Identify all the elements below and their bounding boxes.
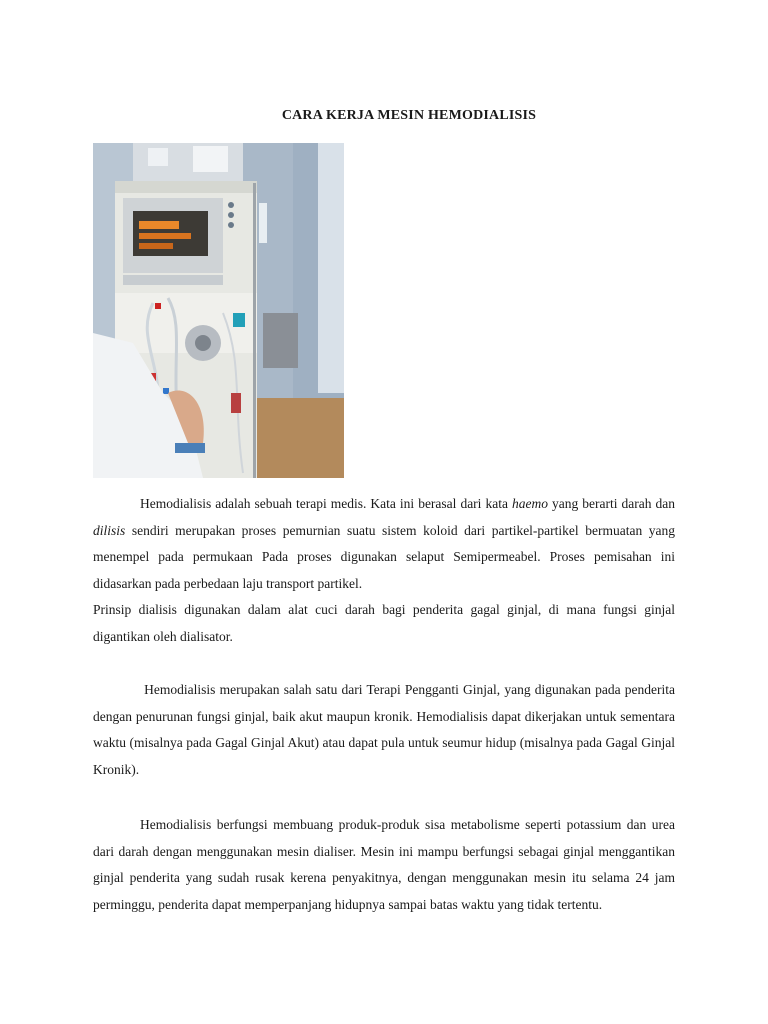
term-haemo: haemo bbox=[511, 496, 548, 511]
paragraph-function: Hemodialisis berfungsi membuang produk-produk sisa metabolisme seperti potassium dan urea dari darah dengan menggunakan mesin dialiser. Mesin ini mampu berfungsi sebagai ginjal menggantikan ginjal penderita yang sudah rusak kerena penyakitnya, dengan menggunakan mesin itu selama 24 jam perminggu, penderita dapat memperpanjang hidupnya sampai batas waktu yang tidak tertentu. bbox=[93, 817, 675, 912]
paragraph-therapy: Hemodialisis merupakan salah satu dari Terapi Pengganti Ginjal, yang digunakan pada penderita dengan penurunan fungsi ginjal, baik akut maupun kronik. Hemodialisis dapat dikerjakan untuk sementara waktu (misalnya pada Gagal Ginjal Akut) atau dapat pula untuk seumur hidup (misalnya pada Gagal Ginjal Kronik). bbox=[93, 682, 679, 777]
term-dilisis: dilisis bbox=[93, 522, 126, 538]
paragraph-principle: Prinsip dialisis digunakan dalam alat cuci darah bagi penderita gagal ginjal, di mana fungsi ginjal digantikan oleh dialisator. bbox=[93, 602, 675, 644]
paragraph-text: Hemodialisis adalah sebuah terapi medis. Kata ini berasal dari kata bbox=[140, 496, 512, 511]
paragraph-text: yang berarti darah dan bbox=[547, 496, 675, 511]
text-block-2 bbox=[93, 677, 679, 783]
paragraph-text: sendiri merupakan proses pemurnian suatu sistem koloid dari partikel-partikel bermuatan yang menempel pada permukaan Pada proses digunakan selaput Semipermeabel. Proses pemisahan ini didasarkan pada perbedaan laju transport partikel. bbox=[93, 522, 675, 591]
hemodialysis-machine-photo bbox=[93, 143, 344, 478]
paragraph-definition bbox=[93, 491, 675, 597]
text-block-1 bbox=[93, 491, 675, 650]
document-title: CARA KERJA MESIN HEMODIALISIS bbox=[281, 108, 537, 123]
text-block-3 bbox=[93, 812, 675, 918]
